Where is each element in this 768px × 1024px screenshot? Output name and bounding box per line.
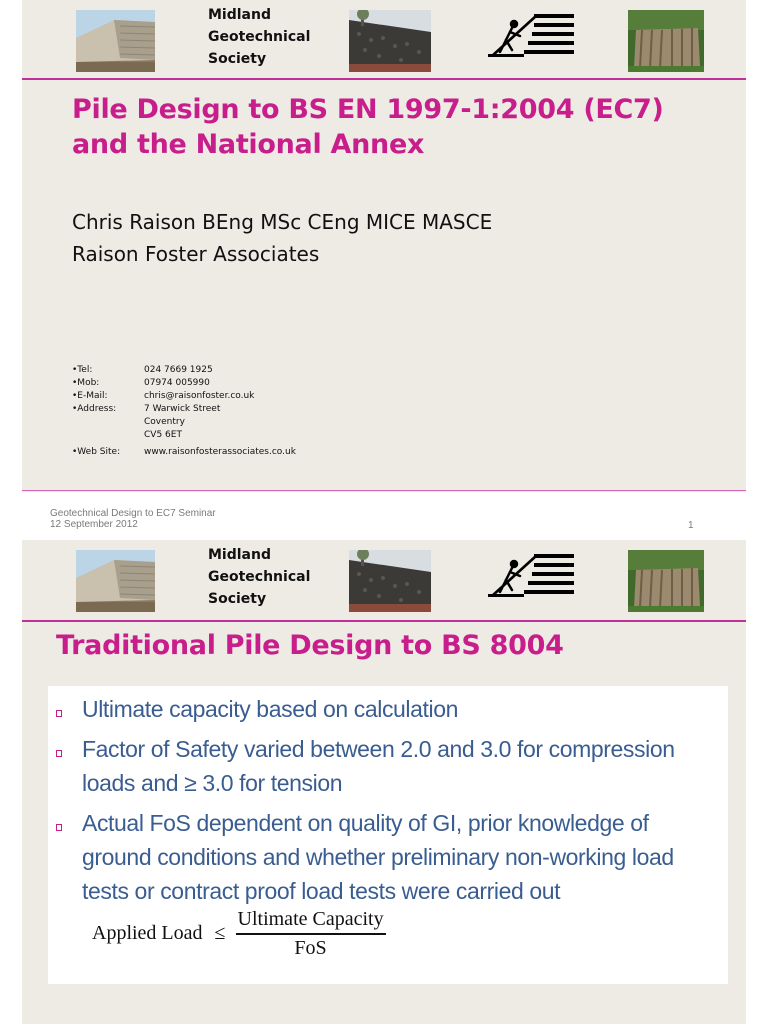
content-slide: [22, 540, 746, 1024]
header-logo-row: [22, 540, 746, 618]
society-name: [208, 544, 310, 610]
design-formula: [92, 908, 386, 960]
page-number: 1: [688, 520, 694, 531]
title-line: and the National Annex: [72, 129, 425, 160]
author-name: Chris Raison BEng MSc CEng MICE MASCE: [72, 210, 493, 234]
header-divider: [22, 620, 746, 622]
green-wall-photo-icon: [628, 550, 704, 612]
stairs-logo-icon: [488, 554, 574, 603]
bullet-text: Actual FoS dependent on quality of GI, prior knowledge of ground conditions and whether preliminary non-working load tests or contract proof load tests were carried out: [82, 810, 674, 904]
contact-row: [72, 377, 296, 390]
contact-details: [72, 364, 296, 459]
slope-photo-icon: [349, 10, 431, 72]
header-logo-row: [22, 0, 746, 78]
society-name: [208, 4, 310, 70]
formula-operator: ≤: [214, 922, 226, 945]
formula-lhs: Applied Load: [92, 922, 203, 945]
presentation-title: [72, 92, 732, 162]
green-wall-photo-icon: [628, 10, 704, 72]
title-line: Pile Design to BS EN 1997-1:2004 (EC7): [72, 94, 664, 125]
square-bullet-icon: [56, 710, 62, 717]
society-line: Midland: [208, 547, 271, 563]
square-bullet-icon: [56, 750, 62, 757]
footer-date: 12 September 2012: [50, 519, 138, 530]
society-line: Society: [208, 591, 267, 607]
title-slide: [22, 0, 746, 492]
contact-row: [72, 364, 296, 377]
contact-value: 024 7669 1925: [144, 365, 213, 375]
formula-denominator: FoS: [294, 936, 327, 959]
society-line: Society: [208, 51, 267, 67]
slide-title: Traditional Pile Design to BS 8004: [56, 630, 564, 661]
formula-numerator: Ultimate Capacity: [237, 908, 384, 930]
footer-divider: [22, 490, 746, 491]
contact-label: •E-Mail:: [72, 391, 108, 401]
wall-photo-icon: [76, 10, 155, 72]
contact-label: •Mob:: [72, 378, 100, 388]
bullet-text: Ultimate capacity based on calculation: [82, 696, 459, 722]
stairs-logo-icon: [488, 14, 574, 63]
society-line: Geotechnical: [208, 569, 311, 585]
content-panel: [48, 686, 728, 984]
contact-label: •Address:: [72, 404, 117, 414]
contact-label: •Tel:: [72, 365, 93, 375]
contact-value: 07974 005990: [144, 378, 210, 388]
footer-seminar: Geotechnical Design to EC7 Seminar: [50, 508, 216, 519]
contact-value: www.raisonfosterassociates.co.uk: [144, 447, 296, 457]
slope-photo-icon: [349, 550, 431, 612]
formula-fraction: [236, 908, 386, 960]
author-block: [72, 206, 492, 270]
contact-row: [72, 446, 296, 459]
contact-value: chris@raisonfoster.co.uk: [144, 391, 255, 401]
contact-row: [72, 390, 296, 403]
square-bullet-icon: [56, 824, 62, 831]
society-line: Geotechnical: [208, 29, 311, 45]
header-divider: [22, 78, 746, 80]
society-line: Midland: [208, 7, 271, 23]
company-name: Raison Foster Associates: [72, 242, 320, 266]
contact-value: 7 Warwick Street Coventry CV5 6ET: [144, 404, 221, 440]
slide-footer: [50, 508, 216, 530]
contact-row: [72, 403, 296, 442]
bullet-text: Factor of Safety varied between 2.0 and 3.0 for compression loads and ≥ 3.0 for tension: [82, 736, 675, 796]
contact-label: •Web Site:: [72, 447, 121, 457]
wall-photo-icon: [76, 550, 155, 612]
